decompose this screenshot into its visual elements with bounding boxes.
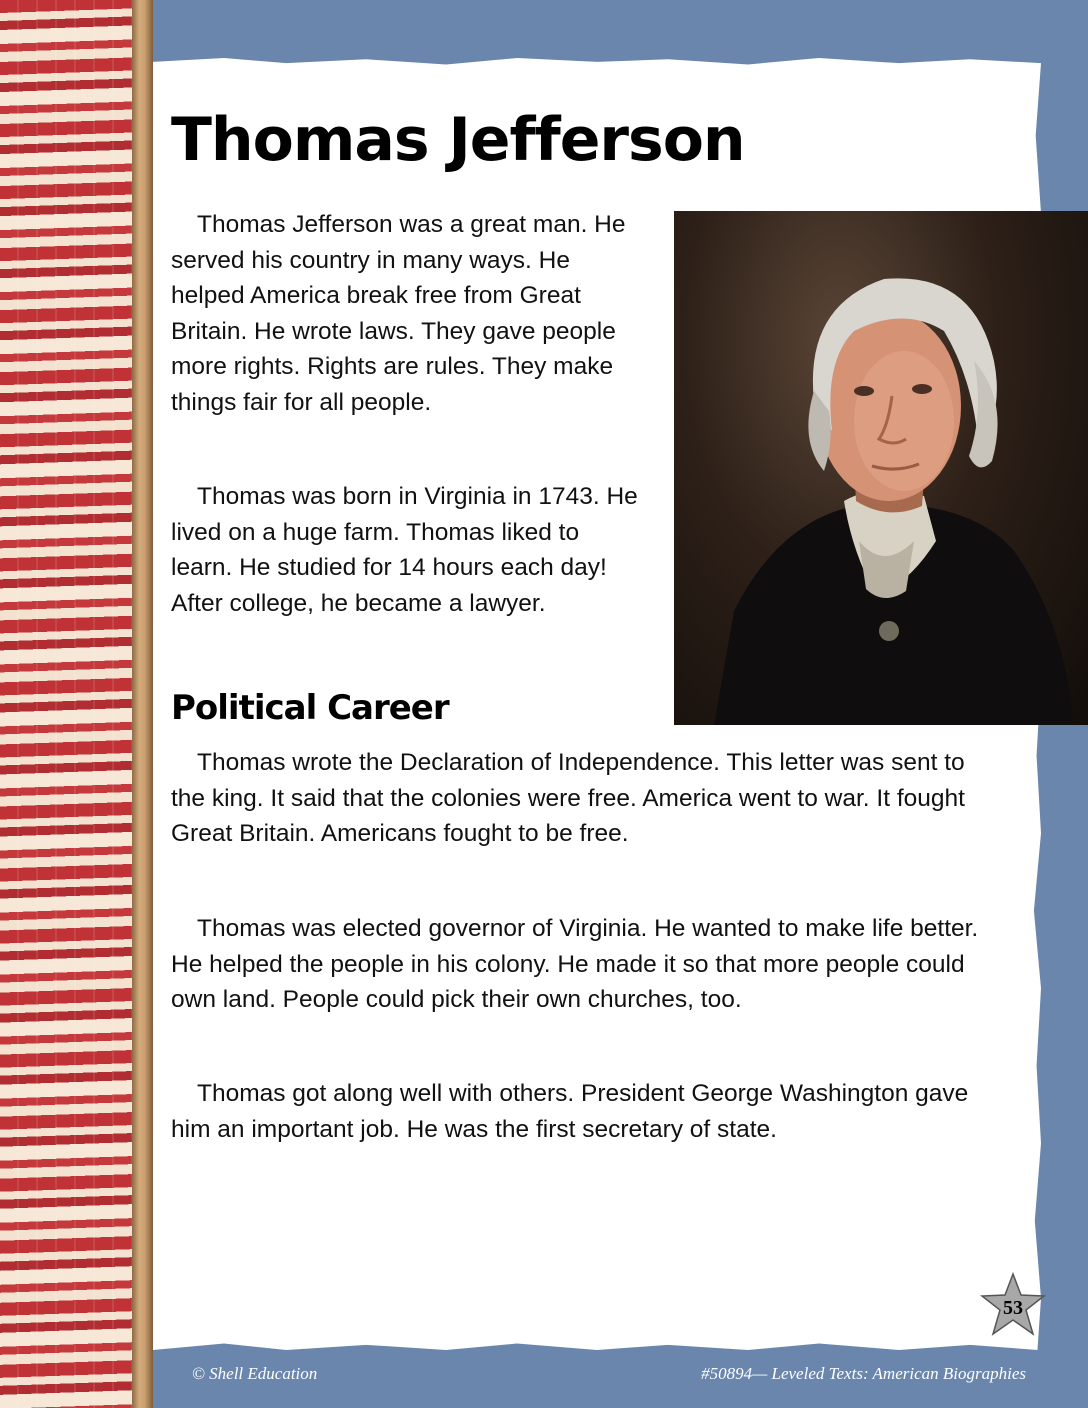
paragraph-intro-text: Thomas Jefferson was a great man. He served his country in many ways. He helped America break free from Great Britain. He wrote laws. They gave people more rights. Rights are rules. They make things fair for all people. — [171, 211, 626, 416]
paragraph-governor-text: Thomas was elected governor of Virginia. He wanted to make life better. He helped the people in his colony. He made it so that more people could own land. People could pick their own churches, too. — [171, 915, 979, 1013]
section-heading: Political Career — [171, 688, 449, 728]
portrait-image — [674, 211, 1088, 725]
paragraph-secretary-text: Thomas got along well with others. President George Washington gave him an important job. He was the first secretary of state. — [171, 1080, 969, 1143]
footer-book-title: #50894— Leveled Texts: American Biographies — [701, 1364, 1026, 1383]
footer-copyright: © Shell Education — [192, 1364, 318, 1383]
paragraph-declaration-text: Thomas wrote the Declaration of Independence. This letter was sent to the king. It said that the colonies were free. America went to war. It fought Great Britain. Americans fought to be free. — [171, 749, 965, 847]
flag-pole — [132, 0, 153, 1408]
page-number: 53 — [1003, 1297, 1023, 1319]
paragraph-early-life — [171, 479, 641, 621]
page-title: Thomas Jefferson — [171, 105, 745, 175]
paragraph-governor — [171, 911, 991, 1018]
paragraph-early-life-text: Thomas was born in Virginia in 1743. He lived on a huge farm. Thomas liked to learn. He studied for 14 hours each day! After college, he became a lawyer. — [171, 483, 638, 617]
paragraph-intro — [171, 207, 641, 420]
portrait-illustration — [674, 211, 1088, 725]
striped-flag-border — [0, 0, 132, 1408]
paragraph-declaration — [171, 745, 991, 852]
paragraph-secretary — [171, 1076, 991, 1147]
page-number-star — [980, 1272, 1046, 1338]
